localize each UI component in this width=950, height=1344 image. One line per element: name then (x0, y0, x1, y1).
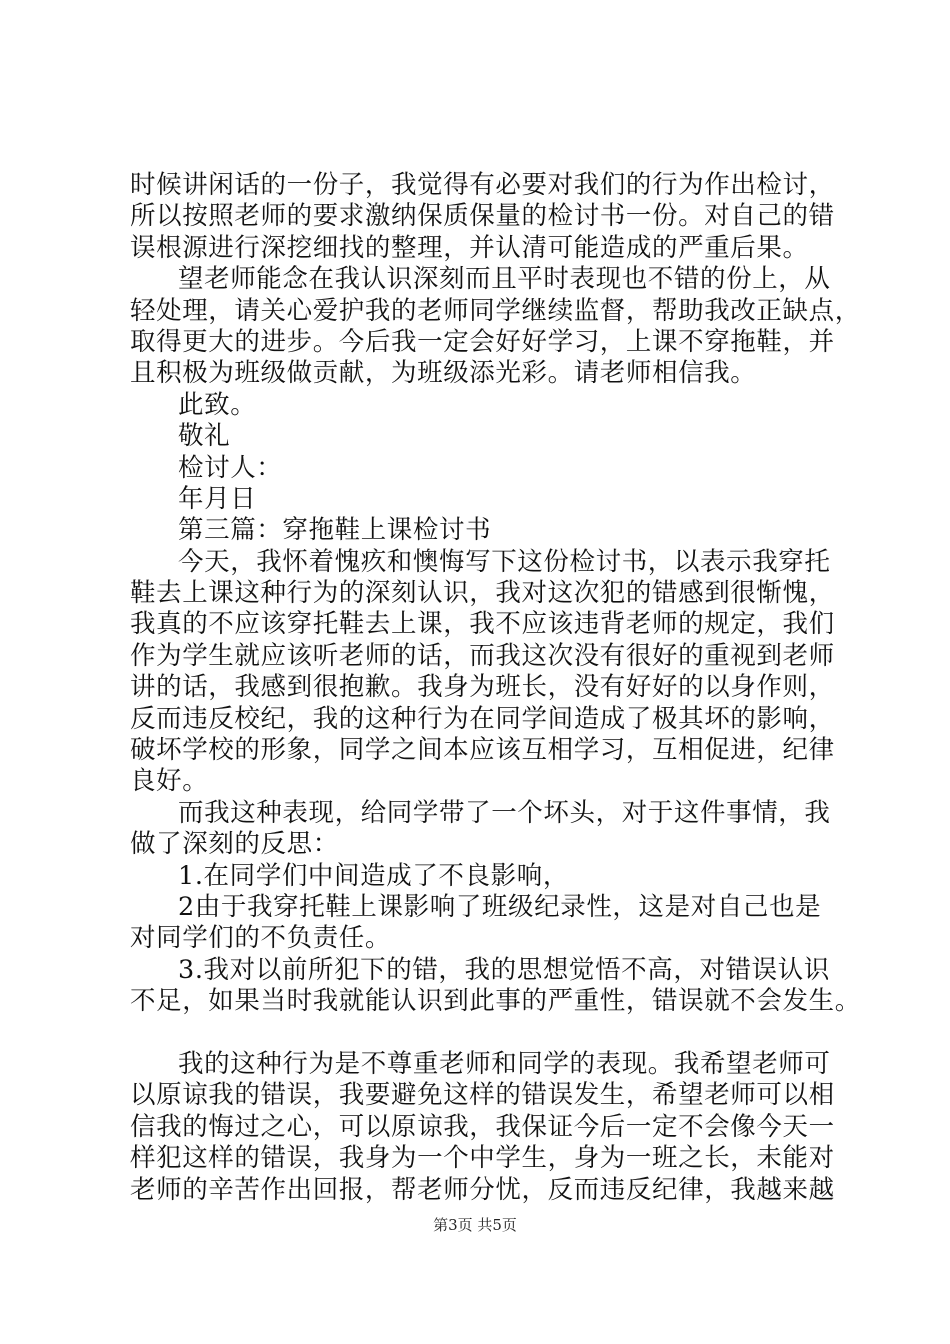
text-line: 而我这种表现，给同学带了一个坏头，对于这件事情，我 (178, 797, 831, 828)
text-line: 且积极为班级做贡献，为班级添光彩。请老师相信我。 (130, 358, 757, 389)
page-footer: 第3页 共5页 (433, 1216, 517, 1234)
text-line: 2由于我穿托鞋上课影响了班级纪录性，这是对自己也是 (178, 891, 822, 922)
text-line: 信我的悔过之心，可以原谅我，我保证今后一定不会像今天一 (130, 1111, 835, 1142)
text-line: 望老师能念在我认识深刻而且平时表现也不错的份上，从 (178, 264, 831, 295)
text-line: 以原谅我的错误，我要避免这样的错误发生，希望老师可以相 (130, 1080, 835, 1111)
text-line: 取得更大的进步。今后我一定会好好学习，上课不穿拖鞋，并 (130, 326, 835, 357)
text-line: 样犯这样的错误，我身为一个中学生，身为一班之长，未能对 (130, 1143, 835, 1174)
text-line: 老师的辛苦作出回报，帮老师分忧，反而违反纪律，我越来越 (130, 1174, 835, 1205)
text-line: 时候讲闲话的一份子，我觉得有必要对我们的行为作出检讨， (130, 170, 835, 200)
text-line: 良好。 (130, 766, 209, 797)
text-line: 做了深刻的反思： (130, 829, 339, 860)
text-line: 检讨人： (178, 452, 283, 483)
text-line: 年月日 (178, 483, 257, 514)
text-line: 作为学生就应该听老师的话，而我这次没有很好的重视到老师 (130, 640, 835, 671)
text-line: 我的这种行为是不尊重老师和同学的表现。我希望老师可 (178, 1048, 831, 1079)
text-line: 鞋去上课这种行为的深刻认识，我对这次犯的错感到很惭愧， (130, 578, 835, 609)
text-line: 我真的不应该穿托鞋去上课，我不应该违背老师的规定，我们 (130, 609, 835, 640)
text-line: 第三篇：穿拖鞋上课检讨书 (178, 515, 492, 546)
text-line: 敬礼 (178, 421, 231, 452)
text-line: 所以按照老师的要求激纳保质保量的检讨书一份。对自己的错 (130, 201, 835, 232)
text-line: 3.我对以前所犯下的错，我的思想觉悟不高，对错误认识 (178, 954, 830, 985)
text-line: 轻处理，请关心爱护我的老师同学继续监督，帮助我改正缺点， (130, 295, 861, 326)
text-line: 此致。 (178, 389, 257, 420)
document-body (130, 170, 860, 1206)
text-line: 误根源进行深挖细找的整理，并认清可能造成的严重后果。 (130, 232, 809, 263)
text-line: 1.在同学们中间造成了不良影响， (178, 860, 569, 891)
text-line: 今天，我怀着愧疚和懊悔写下这份检讨书，以表示我穿托 (178, 546, 831, 577)
text-line: 破坏学校的形象，同学之间本应该互相学习，互相促进，纪律 (130, 735, 835, 766)
text-line: 对同学们的不负责任。 (130, 923, 392, 954)
blank-line (130, 1018, 860, 1049)
text-line: 讲的话，我感到很抱歉。我身为班长，没有好好的以身作则， (130, 672, 835, 703)
text-line: 不足，如果当时我就能认识到此事的严重性，错误就不会发生。 (130, 986, 861, 1017)
text-line: 反而违反校纪，我的这种行为在同学间造成了极其坏的影响， (130, 703, 835, 734)
